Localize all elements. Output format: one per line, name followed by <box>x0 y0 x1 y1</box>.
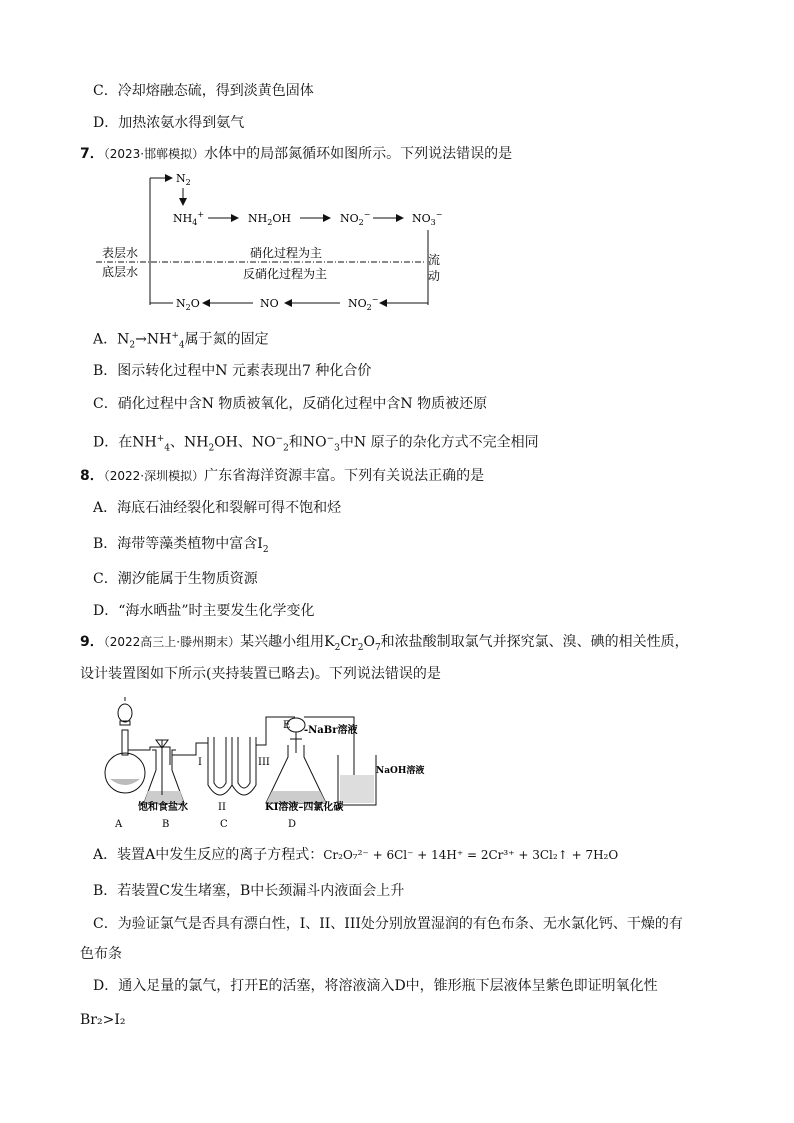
svg-text:NO3−: $NO_3^-$ <box>412 210 443 227</box>
denitrification-label: 反硝化过程为主 <box>243 267 328 281</box>
flow-label-2: 动 <box>428 269 441 283</box>
q8-option-c: C．潮汐能属于生物质资源 <box>93 571 258 587</box>
flow-label-1: 流 <box>428 253 441 267</box>
q9-option-c-cont: 色布条 <box>80 946 122 962</box>
nh2oh-tail: OH <box>272 212 291 225</box>
q7-option-c: C．硝化过程中含N 物质被氧化，反硝化过程中含N 物质被还原 <box>93 396 488 412</box>
no-label: NO <box>260 297 279 310</box>
q9-stem-line2: 设计装置图如下所示(夹持装置已略去)。下列说法错误的是 <box>80 666 441 682</box>
q8-option-a: A．海底石油经裂化和裂解可得不饱和烃 <box>93 500 342 516</box>
e-label: E <box>283 720 291 731</box>
nabr-label: NaBr溶液 <box>308 725 358 736</box>
naoh-label: NaOH溶液 <box>376 766 425 776</box>
q8-option-d: D．“海水晒盐”时主要发生化学变化 <box>93 603 315 619</box>
q9-option-a: A．装置A中发生反应的离子方程式：Cr₂O₇²⁻ + 6Cl⁻ + 14H⁺ = 2Cr³⁺ + 3Cl₂↑ + 7H₂O <box>93 847 619 863</box>
svg-text:NH2OH: $NH_2OH$ <box>248 212 291 227</box>
q7-source: （2023·邯郸模拟） <box>103 147 205 161</box>
q8-source: （2022·深圳模拟） <box>103 469 205 483</box>
q9-stem: 9．（2022高三上·滕州期末）某兴趣小组用$K_2Cr_2O_7$和浓盐酸制取氯气并探究氯、溴、碘的相关性质， <box>80 634 689 653</box>
no3-label: NO <box>412 212 431 225</box>
chlorine-apparatus-diagram <box>100 695 460 830</box>
nh4-label: NH <box>173 212 193 225</box>
q7-question: 水体中的局部氮循环如图所示。下列说法错误的是 <box>204 146 513 162</box>
q8-option-b: B．海带等藻类植物中富含$I_2$ <box>93 536 269 555</box>
d-label: D <box>288 819 297 830</box>
q8-number: 8． <box>80 468 104 484</box>
surface-water-label: 表层水 <box>102 246 139 260</box>
q9-option-c: C．为验证氯气是否具有漂白性，I、II、III处分别放置湿润的有色布条、无水氯化钙、干燥的有 <box>93 916 683 932</box>
q9-source: （2022高三上·滕州期末） <box>103 635 241 649</box>
svg-text:N2: $N_2$ <box>176 172 191 187</box>
q7-option-d: D．在$NH^+_4$、$NH_2OH$、$NO^-_2$和$NO^-_3$中N 原子的杂化方式不完全相同 <box>93 434 539 454</box>
prev-option-c: C．冷却熔融态硫，得到淡黄色固体 <box>93 83 314 99</box>
nitrogen-cycle-diagram <box>90 170 450 315</box>
svg-text:-NaBr溶液: -NaBr溶液 <box>304 725 358 736</box>
q9-option-d: D．通入足量的氯气，打开E的活塞，将溶液滴入D中，锥形瓶下层液体呈紫色即证明氧化性 <box>93 978 658 994</box>
svg-text:NO2−: $NO_2^-$ <box>348 295 379 312</box>
q9-equation: Cr₂O₇²⁻ + 6Cl⁻ + 14H⁺ = 2Cr³⁺ + 3Cl₂↑ + 7H₂O <box>323 848 619 862</box>
prev-option-d: D．加热浓氨水得到氨气 <box>93 115 245 131</box>
q7-number: 7． <box>80 146 104 162</box>
no2-top-label: NO <box>340 212 359 225</box>
nh2oh-label: NH <box>248 212 268 225</box>
i-label: I <box>198 757 202 768</box>
ii-label: II <box>218 802 226 813</box>
q7-stem <box>80 144 512 164</box>
ki-label: KI溶液–四氯化碳 <box>265 802 344 813</box>
bottom-water-label: 底层水 <box>102 265 139 279</box>
brine-label: 饱和食盐水 <box>138 802 188 813</box>
q8-stem <box>80 466 484 486</box>
svg-text:NO2−: $NO_2^-$ <box>340 210 371 227</box>
q9-option-b: B．若装置C发生堵塞，B中长颈漏斗内液面会上升 <box>93 883 405 899</box>
q7-option-a: A．$N_2\to NH^+_4$属于氮的固定 <box>93 331 269 351</box>
q9-option-d-cont: Br₂>I₂ <box>80 1012 126 1028</box>
q8-question: 广东省海洋资源丰富。下列有关说法正确的是 <box>204 468 485 484</box>
nitrification-label: 硝化过程为主 <box>250 246 323 260</box>
a-label: A <box>115 819 123 830</box>
q9-number: 9． <box>80 634 104 650</box>
svg-text:N2O: $N_2O$ <box>176 297 200 312</box>
no2-bottom-label: NO <box>348 297 367 310</box>
iii-label: III <box>258 757 270 768</box>
n2o-label: N <box>176 297 186 310</box>
n2-label: N <box>176 172 186 185</box>
svg-text:NH4+: $NH_4^+$ <box>173 210 205 227</box>
n2o-tail: O <box>190 297 200 310</box>
c-label: C <box>220 819 228 830</box>
q7-option-b: B．图示转化过程中N 元素表现出7 种化合价 <box>93 363 372 379</box>
b-label: B <box>162 819 170 830</box>
